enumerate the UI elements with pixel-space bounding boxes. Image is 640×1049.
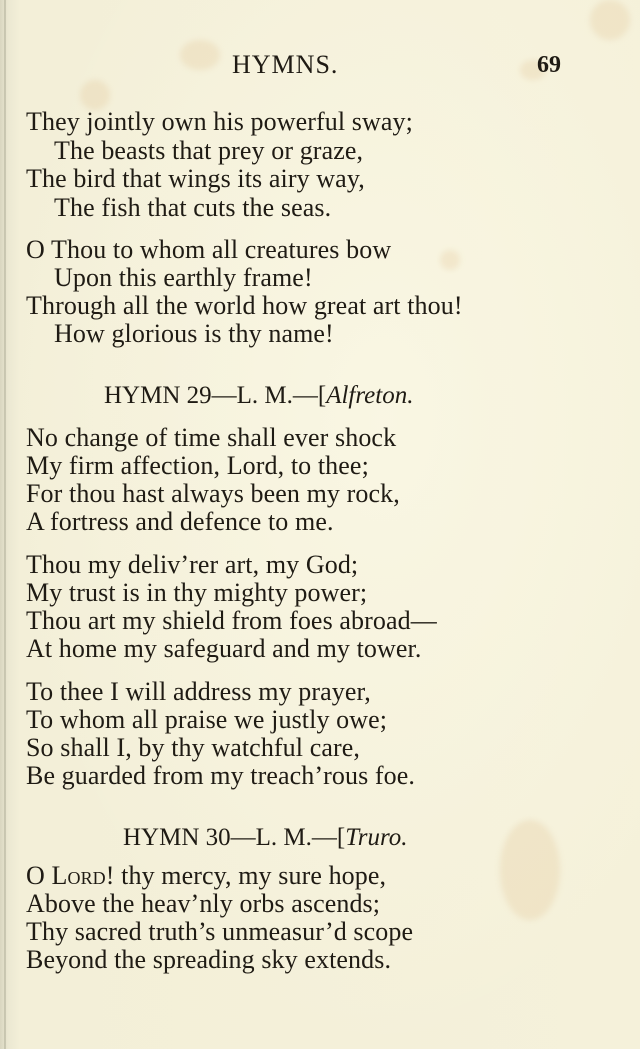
page-number: 69 — [537, 52, 561, 78]
verse-line: The fish that cuts the seas. — [54, 193, 332, 222]
verse-line: My firm affection, Lord, to thee; — [26, 451, 369, 480]
verse-line: Thou my deliv’rer art, my God; — [26, 550, 359, 579]
verse-line: The beasts that prey or graze, — [54, 136, 364, 165]
verse-line-start: O — [26, 861, 52, 890]
verse-line: So shall I, by thy watchful care, — [26, 733, 360, 762]
hymn-29-tune: Alfreton. — [326, 382, 414, 409]
hymn-29-title — [104, 382, 413, 410]
verse-line: Beyond the spreading sky extends. — [26, 945, 392, 974]
verse-line: To whom all praise we justly owe; — [26, 705, 388, 734]
paper-stain — [590, 0, 630, 40]
verse-line: No change of time shall ever shock — [26, 423, 397, 452]
hymn-29-number: HYMN 29—L. M.—[ — [104, 382, 327, 409]
verse-line: How glorious is thy name! — [54, 319, 334, 348]
verse-line: Upon this earthly frame! — [54, 263, 313, 292]
verse-line: The bird that wings its airy way, — [26, 164, 365, 193]
verse-line: A fortress and defence to me. — [26, 507, 334, 536]
verse-line: Be guarded from my treach’rous foe. — [26, 761, 416, 790]
verse-line: My trust is in thy mighty power; — [26, 578, 368, 607]
page-gutter — [4, 0, 6, 1049]
verse-line-rest: ! thy mercy, my sure hope, — [105, 861, 387, 890]
hymn-30-number: HYMN 30—L. M.—[ — [123, 824, 346, 851]
hymn-30-tune: Truro. — [345, 824, 408, 851]
paper-stain — [180, 40, 220, 70]
verse-line: To thee I will address my prayer, — [26, 677, 371, 706]
verse-line: Through all the world how great art thou! — [26, 291, 463, 320]
paper-stain — [80, 80, 110, 110]
verse-line: Above the heav’nly orbs ascends; — [26, 889, 381, 918]
verse-line — [26, 862, 386, 890]
lord-smallcaps: Lord — [51, 861, 106, 890]
paper-stain — [440, 250, 460, 270]
verse-line: For thou hast always been my rock, — [26, 479, 400, 508]
verse-line: Thou art my shield from foes abroad— — [26, 606, 437, 635]
verse-line: At home my safeguard and my tower. — [26, 634, 422, 663]
verse-line: O Thou to whom all creatures bow — [26, 235, 392, 264]
verse-line: Thy sacred truth’s unmeasur’d scope — [26, 917, 414, 946]
running-title: HYMNS. — [232, 50, 339, 79]
hymn-30-title — [123, 824, 408, 852]
paper-stain — [500, 820, 560, 920]
verse-line: They jointly own his powerful sway; — [26, 107, 413, 136]
